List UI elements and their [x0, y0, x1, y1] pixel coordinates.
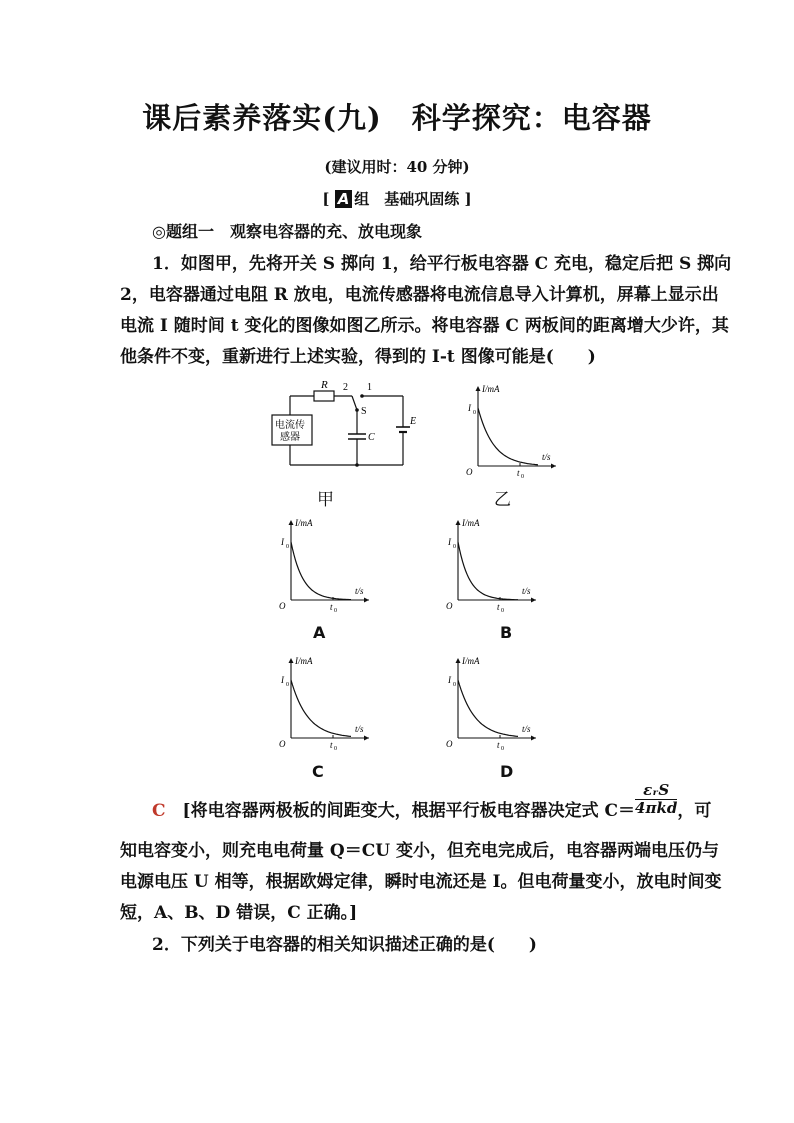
group-label: 组 基础巩固练	[354, 190, 460, 208]
circuit-diagram	[270, 378, 430, 478]
switch-pos-1: 1	[367, 382, 372, 393]
option-b-label: B	[500, 623, 513, 642]
y-arrow	[289, 658, 294, 663]
group-badge: A	[335, 190, 353, 208]
t0-label: t	[330, 602, 333, 612]
sensor-label-2: 感器	[280, 432, 300, 443]
graph-option-a	[275, 512, 375, 612]
x-axis-label: t/s	[522, 724, 531, 734]
x-axis-label: t/s	[355, 586, 364, 596]
i0-label: I	[468, 403, 471, 413]
y-arrow	[456, 520, 461, 525]
y-axis-label: I/mA	[295, 518, 313, 528]
suggested-time: (建议用时：40 分钟)	[324, 158, 470, 176]
t0-label: t	[517, 468, 520, 478]
answer-line-2: 知电容变小，则充电电荷量 Q＝CU 变小，但充电完成后，电容器两端电压仍与	[120, 841, 719, 861]
answer-text-1b: ，可	[677, 801, 712, 821]
i0-subscript: 0	[286, 682, 289, 688]
x-arrow	[364, 598, 369, 603]
group-heading	[0, 188, 794, 209]
caption-jia: 甲	[317, 490, 334, 510]
switch-label: S	[361, 406, 367, 417]
decay-curve	[291, 542, 351, 600]
origin-label: O	[446, 601, 453, 611]
q2-text: 2．下列关于电容器的相关知识描述正确的是( )	[152, 935, 537, 955]
x-axis-label: t/s	[542, 452, 551, 462]
i0-subscript: 0	[473, 410, 476, 416]
x-arrow	[364, 736, 369, 741]
capacitance-fraction	[635, 782, 677, 817]
graph-yi	[462, 378, 562, 480]
y-axis-label: I/mA	[295, 656, 313, 666]
t0-subscript: 0	[521, 474, 524, 480]
origin-label: O	[279, 739, 286, 749]
y-axis-label: I/mA	[482, 384, 500, 394]
x-arrow	[551, 464, 556, 469]
t0-label: t	[330, 740, 333, 750]
answer-letter: C	[152, 801, 166, 821]
i0-label: I	[448, 537, 451, 547]
group-bracket-close: ]	[464, 190, 472, 208]
y-arrow	[456, 658, 461, 663]
fraction-numerator: εᵣS	[635, 782, 677, 800]
decay-curve	[478, 408, 538, 465]
q1-line-2: 2，电容器通过电阻 R 放电，电流传感器将电流信息导入计算机，屏幕上显示出	[120, 285, 719, 305]
t0-subscript: 0	[334, 608, 337, 614]
t0-label: t	[497, 602, 500, 612]
answer-line-1	[152, 781, 712, 821]
decay-curve	[458, 542, 518, 600]
graph-option-b	[442, 512, 542, 612]
q1-line-4: 他条件不变，重新进行上述实验，得到的 I-t 图像可能是( )	[120, 347, 596, 367]
fraction-denominator: 4πkd	[635, 799, 678, 817]
switch-blade	[352, 396, 357, 410]
t0-subscript: 0	[501, 608, 504, 614]
graph-option-c	[275, 650, 375, 750]
x-arrow	[531, 736, 536, 741]
i0-label: I	[281, 537, 284, 547]
caption-yi: 乙	[494, 490, 511, 510]
y-axis-label: I/mA	[462, 656, 480, 666]
origin-label: O	[466, 467, 473, 477]
section-heading: ◎题组一 观察电容器的充、放电现象	[152, 222, 422, 241]
origin-label: O	[446, 739, 453, 749]
switch-pos-2: 2	[343, 382, 348, 393]
option-d-label: D	[500, 762, 514, 781]
y-arrow	[476, 386, 481, 391]
y-arrow	[289, 520, 294, 525]
decay-curve	[458, 680, 518, 736]
origin-label: O	[279, 601, 286, 611]
q1-line-3: 电流 I 随时间 t 变化的图像如图乙所示。将电容器 C 两板间的距离增大少许，其	[120, 316, 729, 336]
group-bracket-open: [	[322, 190, 330, 208]
option-a-label: A	[313, 623, 326, 642]
i0-label: I	[448, 675, 451, 685]
decay-curve	[291, 680, 351, 736]
answer-line-3: 电源电压 U 相等，根据欧姆定律，瞬时电流还是 I。但电荷量变小，放电时间变	[120, 872, 722, 892]
option-c-label: C	[312, 762, 324, 781]
i0-subscript: 0	[286, 544, 289, 550]
y-axis-label: I/mA	[462, 518, 480, 528]
answer-line-4: 短，A、B、D 错误，C 正确。]	[120, 903, 358, 923]
page-title: 课后素养落实(九) 科学探究：电容器	[142, 101, 652, 135]
t0-subscript: 0	[334, 746, 337, 752]
i0-subscript: 0	[453, 682, 456, 688]
graph-option-d	[442, 650, 542, 750]
source-label: E	[410, 416, 417, 427]
x-arrow	[531, 598, 536, 603]
t0-label: t	[497, 740, 500, 750]
t0-subscript: 0	[501, 746, 504, 752]
q1-line-1: 1．如图甲，先将开关 S 掷向 1，给平行板电容器 C 充电，稳定后把 S 掷向	[152, 254, 732, 274]
sensor-label-1: 电流传	[275, 420, 305, 431]
answer-text-1a: [将电容器两极板的间距变大，根据平行板电容器决定式 C＝	[182, 801, 636, 821]
x-axis-label: t/s	[355, 724, 364, 734]
i0-subscript: 0	[453, 544, 456, 550]
resistor-label: R	[321, 379, 328, 391]
capacitor-label: C	[368, 432, 375, 443]
resistor-symbol	[314, 391, 334, 401]
i0-label: I	[281, 675, 284, 685]
x-axis-label: t/s	[522, 586, 531, 596]
